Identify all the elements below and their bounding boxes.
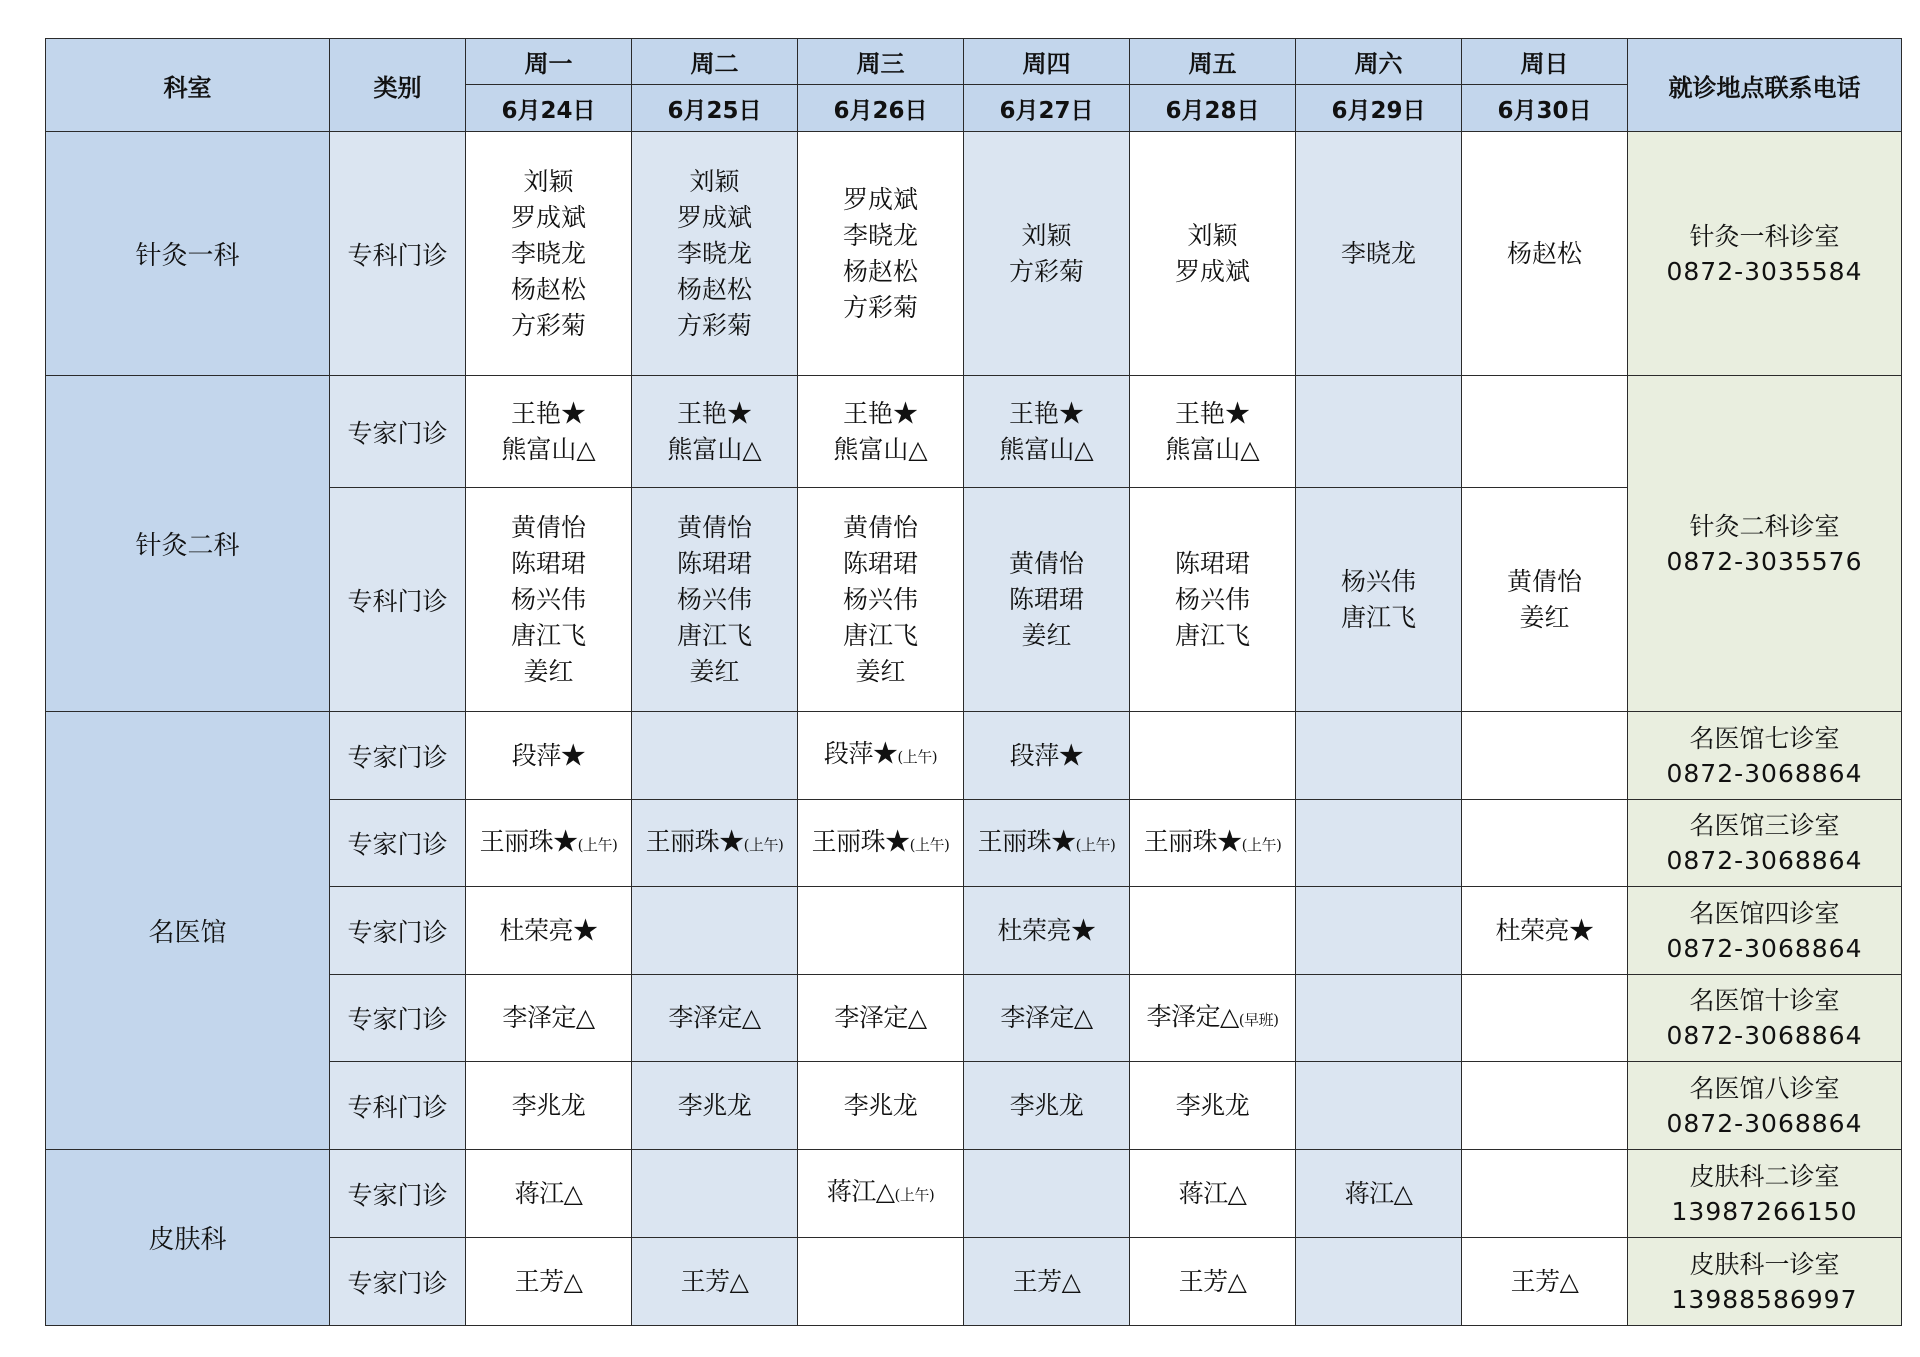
schedule-cell — [1462, 488, 1628, 712]
doctor-name: 罗成斌 — [510, 202, 586, 232]
doctor-name: 李泽定△ — [668, 1003, 761, 1032]
location-phone: 13988586997 — [1671, 1284, 1858, 1314]
doctor-name: 姜红 — [689, 656, 740, 686]
doctor-name: 陈珺珺 — [1174, 548, 1250, 578]
location-phone: 0872-3068864 — [1666, 758, 1863, 788]
doctor-name: 黄倩怡 — [510, 512, 586, 542]
doctor-name: 熊富山△ — [833, 434, 928, 464]
schedule-cell — [798, 488, 964, 712]
schedule-cell — [466, 887, 632, 975]
doctor-name: 杜荣亮★ — [1495, 915, 1594, 945]
doctor-name: 杨兴伟 — [842, 584, 918, 614]
doctor-name: 唐江飞 — [1174, 620, 1250, 650]
doctor-name: 方彩菊 — [1008, 256, 1084, 286]
doctor-name: 段萍★ — [1009, 740, 1084, 770]
session-note: (上午) — [1241, 835, 1282, 854]
schedule-cell — [466, 1150, 632, 1238]
schedule-cell — [1296, 1238, 1462, 1326]
dept-acu1: 针灸一科 — [46, 132, 330, 376]
schedule-cell — [964, 800, 1130, 887]
schedule-cell — [1296, 800, 1462, 887]
doctor-name: 熊富山△ — [999, 434, 1094, 464]
schedule-cell — [466, 376, 632, 488]
header-weekday: 周三 — [798, 39, 964, 85]
doctor-name: 唐江飞 — [842, 620, 918, 650]
schedule-cell — [798, 376, 964, 488]
doctor-name: 李晓龙 — [510, 238, 586, 268]
schedule-cell — [798, 1062, 964, 1150]
doctor-name: 杨赵松 — [676, 274, 752, 304]
doctor-name: 陈珺珺 — [510, 548, 586, 578]
doctor-name: 罗成斌 — [842, 184, 918, 214]
location-room: 名医馆十诊室 — [1689, 986, 1840, 1015]
doctor-name: 李泽定△ — [1146, 1001, 1239, 1031]
schedule-cell — [964, 376, 1130, 488]
doctor-name: 陈珺珺 — [842, 548, 918, 578]
doctor-name: 李兆龙 — [1175, 1090, 1250, 1120]
session-note: (早班) — [1238, 1010, 1279, 1029]
schedule-cell — [632, 132, 798, 376]
schedule-cell — [1462, 1062, 1628, 1150]
location-cell — [1628, 887, 1902, 975]
schedule-cell — [632, 712, 798, 800]
doctor-name: 王丽珠★ — [977, 826, 1076, 856]
doctor-name: 段萍★ — [511, 740, 586, 770]
schedule-cell — [466, 1238, 632, 1326]
doctor-name: 李晓龙 — [842, 220, 918, 250]
location-cell — [1628, 1150, 1902, 1238]
schedule-cell — [466, 975, 632, 1062]
schedule-cell — [1130, 488, 1296, 712]
schedule-cell — [1296, 712, 1462, 800]
doctor-name: 王芳△ — [1510, 1266, 1579, 1296]
schedule-cell — [466, 712, 632, 800]
doctor-name: 李泽定△ — [502, 1003, 595, 1032]
schedule-cell — [1462, 132, 1628, 376]
location-cell — [1628, 1238, 1902, 1326]
doctor-name: 杨赵松 — [510, 274, 586, 304]
header-weekday: 周四 — [964, 39, 1130, 85]
location-phone: 0872-3068864 — [1666, 933, 1863, 963]
doctor-name: 陈珺珺 — [1008, 584, 1084, 614]
header-location: 就诊地点联系电话 — [1628, 39, 1902, 132]
schedule-cell — [964, 712, 1130, 800]
schedule-cell — [1130, 712, 1296, 800]
location-room: 皮肤科一诊室 — [1689, 1249, 1840, 1279]
category-cell: 专科门诊 — [330, 1062, 466, 1150]
doctor-name: 黄倩怡 — [1506, 566, 1582, 596]
category-cell: 专家门诊 — [330, 800, 466, 887]
schedule-cell — [798, 887, 964, 975]
schedule-cell — [964, 975, 1130, 1062]
doctor-name: 黄倩怡 — [842, 512, 918, 542]
doctor-name: 杨兴伟 — [1174, 584, 1250, 614]
doctor-name: 刘颖 — [523, 166, 574, 196]
schedule-cell — [1130, 975, 1296, 1062]
header-date: 6月27日 — [964, 85, 1130, 132]
location-cell — [1628, 712, 1902, 800]
row-acu1-specialty — [46, 132, 1902, 376]
header-date: 6月25日 — [632, 85, 798, 132]
location-cell — [1628, 800, 1902, 887]
doctor-name: 熊富山△ — [501, 434, 596, 464]
schedule-cell — [466, 488, 632, 712]
doctor-name: 杨兴伟 — [510, 584, 586, 614]
session-note: (上午) — [909, 835, 950, 854]
doctor-name: 刘颖 — [1187, 220, 1238, 250]
location-cell — [1628, 376, 1902, 712]
schedule-cell — [1296, 132, 1462, 376]
header-category: 类别 — [330, 39, 466, 132]
header-date: 6月30日 — [1462, 85, 1628, 132]
doctor-name: 黄倩怡 — [676, 512, 752, 542]
doctor-name: 姜红 — [855, 656, 906, 686]
schedule-cell — [466, 1062, 632, 1150]
session-note: (上午) — [577, 835, 618, 854]
doctor-name: 杨赵松 — [1506, 238, 1582, 268]
doctor-name: 王芳△ — [1012, 1266, 1081, 1296]
header-date: 6月28日 — [1130, 85, 1296, 132]
doctor-name: 熊富山△ — [667, 434, 762, 464]
location-phone: 0872-3068864 — [1666, 1021, 1863, 1050]
doctor-name: 唐江飞 — [1340, 602, 1416, 632]
doctor-name: 李泽定△ — [834, 1003, 927, 1032]
schedule-cell — [466, 132, 632, 376]
schedule-cell — [1130, 800, 1296, 887]
doctor-name: 王艳★ — [1174, 398, 1250, 428]
header-date: 6月26日 — [798, 85, 964, 132]
doctor-name: 罗成斌 — [676, 202, 752, 232]
doctor-name: 杨兴伟 — [676, 584, 752, 614]
schedule-cell — [1296, 1150, 1462, 1238]
schedule-cell — [1296, 488, 1462, 712]
category-cell: 专家门诊 — [330, 1150, 466, 1238]
schedule-cell — [1462, 1150, 1628, 1238]
schedule-cell — [1462, 975, 1628, 1062]
doctor-name: 王丽珠★ — [645, 826, 744, 856]
doctor-name: 刘颖 — [1021, 220, 1072, 250]
schedule-cell — [1296, 887, 1462, 975]
schedule-cell — [798, 800, 964, 887]
doctor-name: 王芳△ — [680, 1266, 749, 1296]
location-cell — [1628, 1062, 1902, 1150]
doctor-name: 王丽珠★ — [1143, 826, 1242, 856]
doctor-name: 杨兴伟 — [1340, 566, 1416, 596]
location-room: 针灸二科诊室 — [1689, 511, 1840, 541]
header-row-weekdays — [46, 39, 1902, 85]
doctor-name: 王丽珠★ — [479, 826, 578, 856]
schedule-cell — [1130, 1238, 1296, 1326]
session-note: (上午) — [1075, 835, 1116, 854]
doctor-name: 李兆龙 — [843, 1090, 918, 1120]
doctor-name: 王艳★ — [1008, 398, 1084, 428]
location-phone: 0872-3068864 — [1666, 1108, 1863, 1138]
doctor-name: 唐江飞 — [510, 620, 586, 650]
schedule-cell — [1462, 887, 1628, 975]
schedule-cell — [632, 975, 798, 1062]
schedule-cell — [466, 800, 632, 887]
doctor-name: 王丽珠★ — [811, 826, 910, 856]
doctor-name: 蒋江△ — [1344, 1178, 1413, 1208]
doctor-name: 王艳★ — [676, 398, 752, 428]
header-weekday: 周五 — [1130, 39, 1296, 85]
doctor-name: 蒋江△ — [514, 1178, 583, 1208]
location-phone: 0872-3068864 — [1666, 846, 1863, 875]
location-room: 名医馆八诊室 — [1689, 1073, 1840, 1103]
category-cell: 专家门诊 — [330, 887, 466, 975]
doctor-name: 王艳★ — [842, 398, 918, 428]
doctor-name: 李晓龙 — [676, 238, 752, 268]
row-derm-1 — [46, 1150, 1902, 1238]
doctor-name: 陈珺珺 — [676, 548, 752, 578]
header-date: 6月29日 — [1296, 85, 1462, 132]
doctor-name: 方彩菊 — [510, 310, 586, 340]
doctor-name: 李兆龙 — [677, 1090, 752, 1120]
schedule-cell — [964, 1238, 1130, 1326]
schedule-cell — [964, 132, 1130, 376]
category-cell: 专科门诊 — [330, 132, 466, 376]
schedule-cell — [632, 376, 798, 488]
location-room: 名医馆四诊室 — [1689, 898, 1840, 928]
session-note: (上午) — [897, 748, 938, 766]
doctor-name: 王芳△ — [1178, 1266, 1247, 1296]
location-room: 名医馆七诊室 — [1689, 723, 1840, 753]
doctor-name: 蒋江△ — [1178, 1178, 1247, 1208]
schedule-cell — [1130, 1062, 1296, 1150]
schedule-cell — [1296, 376, 1462, 488]
category-cell: 专家门诊 — [330, 712, 466, 800]
schedule-cell — [798, 975, 964, 1062]
doctor-name: 李泽定△ — [1000, 1003, 1093, 1032]
row-acu2-expert — [46, 376, 1902, 488]
schedule-cell — [632, 1062, 798, 1150]
doctor-name: 杨赵松 — [842, 256, 918, 286]
doctor-name: 刘颖 — [689, 166, 740, 196]
doctor-schedule-table — [45, 38, 1902, 1326]
schedule-cell — [1462, 1238, 1628, 1326]
schedule-cell — [1130, 376, 1296, 488]
schedule-cell — [1462, 376, 1628, 488]
location-room: 针灸一科诊室 — [1689, 221, 1840, 251]
header-dept: 科室 — [46, 39, 330, 132]
schedule-cell — [798, 1238, 964, 1326]
doctor-name: 王艳★ — [510, 398, 586, 428]
doctor-name: 方彩菊 — [842, 292, 918, 322]
location-room: 名医馆三诊室 — [1689, 811, 1840, 840]
schedule-cell — [1462, 800, 1628, 887]
schedule-cell — [1130, 132, 1296, 376]
doctor-name: 段萍★ — [823, 739, 898, 768]
schedule-cell — [964, 887, 1130, 975]
schedule-cell — [964, 1062, 1130, 1150]
schedule-cell — [798, 132, 964, 376]
schedule-cell — [1130, 1150, 1296, 1238]
doctor-name: 黄倩怡 — [1008, 548, 1084, 578]
schedule-cell — [632, 800, 798, 887]
doctor-name: 杜荣亮★ — [997, 915, 1096, 945]
schedule-cell — [632, 1238, 798, 1326]
schedule-cell — [1296, 1062, 1462, 1150]
doctor-name: 王芳△ — [514, 1266, 583, 1296]
doctor-name: 李兆龙 — [1009, 1090, 1084, 1120]
location-phone: 0872-3035584 — [1666, 256, 1863, 286]
category-cell: 专家门诊 — [330, 975, 466, 1062]
session-note: (上午) — [743, 835, 784, 854]
header-weekday: 周六 — [1296, 39, 1462, 85]
doctor-name: 姜红 — [523, 656, 574, 686]
schedule-cell — [1296, 975, 1462, 1062]
doctor-name: 李兆龙 — [511, 1090, 586, 1120]
schedule-cell — [632, 887, 798, 975]
schedule-cell — [1130, 887, 1296, 975]
schedule-cell — [1462, 712, 1628, 800]
location-phone: 0872-3035576 — [1666, 546, 1863, 576]
header-weekday: 周二 — [632, 39, 798, 85]
schedule-cell — [798, 1150, 964, 1238]
header-date: 6月24日 — [466, 85, 632, 132]
location-phone: 13987266150 — [1671, 1196, 1858, 1226]
category-cell: 专家门诊 — [330, 376, 466, 488]
schedule-cell — [632, 1150, 798, 1238]
doctor-name: 李晓龙 — [1340, 238, 1416, 268]
category-cell: 专家门诊 — [330, 1238, 466, 1326]
header-weekday: 周日 — [1462, 39, 1628, 85]
doctor-name: 方彩菊 — [676, 310, 752, 340]
doctor-name: 姜红 — [1021, 620, 1072, 650]
dept-famous: 名医馆 — [46, 712, 330, 1150]
row-famous-1 — [46, 712, 1902, 800]
doctor-name: 杜荣亮★ — [499, 915, 598, 945]
schedule-cell — [964, 488, 1130, 712]
doctor-name: 姜红 — [1519, 602, 1570, 632]
location-room: 皮肤科二诊室 — [1689, 1161, 1840, 1191]
dept-derm: 皮肤科 — [46, 1150, 330, 1326]
schedule-cell — [632, 488, 798, 712]
dept-acu2: 针灸二科 — [46, 376, 330, 712]
schedule-cell — [964, 1150, 1130, 1238]
header-weekday: 周一 — [466, 39, 632, 85]
doctor-name: 熊富山△ — [1165, 434, 1260, 464]
location-cell — [1628, 132, 1902, 376]
doctor-name: 蒋江△ — [826, 1177, 895, 1206]
doctor-name: 罗成斌 — [1174, 256, 1250, 286]
category-cell: 专科门诊 — [330, 488, 466, 712]
session-note: (上午) — [894, 1186, 935, 1204]
doctor-name: 唐江飞 — [676, 620, 752, 650]
schedule-cell — [798, 712, 964, 800]
location-cell — [1628, 975, 1902, 1062]
